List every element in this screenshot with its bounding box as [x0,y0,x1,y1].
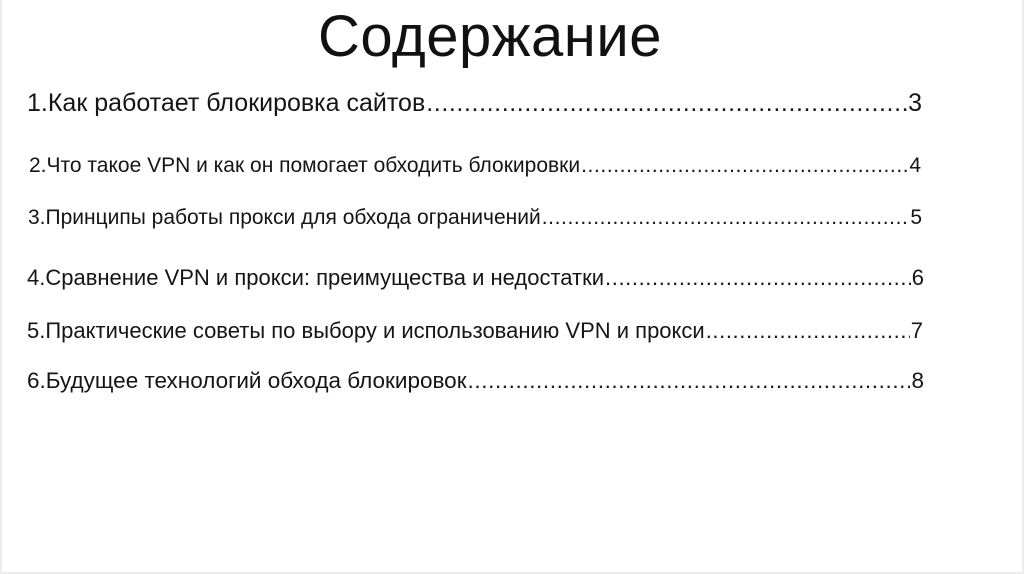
toc-item-text: 1.Как работает блокировка сайтов [27,89,426,117]
page-title: Содержание [318,4,662,69]
toc-item-page: 6 [911,265,924,290]
toc-item-page: 3 [908,89,922,117]
dot-leader [542,202,910,234]
toc-item-page: 8 [911,368,924,393]
toc-item-text: 6.Будущее технологий обхода блокировок [27,368,467,393]
toc-item-4 [27,261,924,295]
toc-item-5 [27,314,923,348]
dot-leader [581,150,908,182]
toc-item-text: 2.Что такое VPN и как он помогает обходить блокировки [29,154,581,177]
dot-leader [706,314,910,348]
toc-item-2 [29,150,921,182]
toc-item-6 [27,364,924,398]
dot-leader [605,261,911,295]
toc-item-text: 5.Практические советы по выбору и использованию VPN и прокси [27,318,705,343]
dot-leader [468,364,911,398]
toc-item-page: 4 [909,154,921,177]
toc-item-text: 3.Принципы работы прокси для обхода ограничений [28,206,541,229]
toc-item-1 [27,85,922,121]
toc-item-page: 5 [910,206,922,229]
dot-leader [426,85,907,121]
toc-item-page: 7 [910,318,923,343]
toc-item-3 [28,202,922,234]
toc-item-text: 4.Сравнение VPN и прокси: преимущества и недостатки [27,265,605,290]
